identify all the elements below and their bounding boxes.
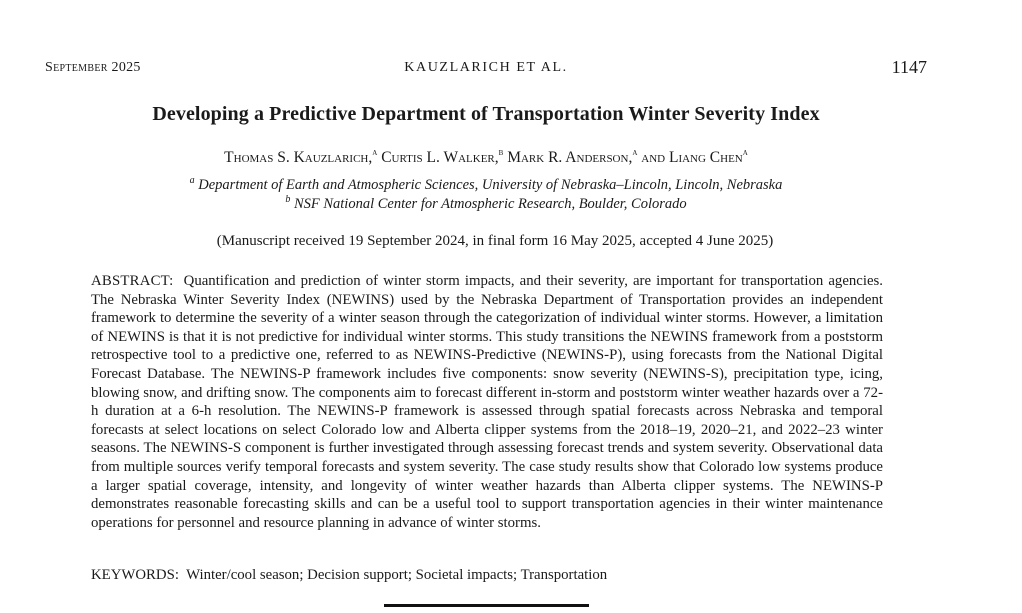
author-name: Mark R. Anderson,: [507, 149, 633, 166]
running-head-authors: KAUZLARICH ET AL.: [404, 60, 568, 75]
author-affil-marker: a: [632, 147, 638, 158]
affiliation-text: Department of Earth and Atmospheric Sciences, University of Nebraska–Lincoln, Lincoln, Nebraska: [198, 177, 783, 193]
manuscript-dates: (Manuscript received 19 September 2024, in final form 16 May 2025, accepted 4 June 2025): [216, 233, 774, 249]
keywords-text: Winter/cool season; Decision support; Societal impacts; Transportation: [186, 567, 608, 583]
keywords: [91, 567, 883, 584]
affiliation-a: [0, 177, 972, 194]
affiliation-b: [0, 196, 972, 213]
author-name: Curtis L. Walker,: [381, 149, 499, 166]
affiliation-marker: b: [285, 194, 291, 205]
affiliation-marker: a: [189, 175, 195, 186]
author-name: Thomas S. Kauzlarich,: [224, 149, 373, 166]
abstract-label: ABSTRACT:: [91, 273, 174, 289]
running-head-date: September 2025: [45, 60, 141, 75]
author-affil-marker: a: [742, 147, 748, 158]
page-number: 1147: [891, 57, 927, 77]
keywords-label: KEYWORDS:: [91, 567, 179, 583]
abstract-text: Quantification and prediction of winter storm impacts, and their severity, are important for transportation agencies. The Nebraska Winter Severity Index (NEWINS) used by the Nebraska Department of Transportation provides an independent framework to determine the severity of a winter season through the categorization of individual winter storms. However, a limitation of NEWINS is that it is not predictive for individual winter storms. This study transitions the NEWINS framework from a poststorm retrospective tool to a predictive one, referred to as NEWINS-Predictive (NEWINS-P), using forecasts from the National Digital Forecast Database. The NEWINS-P framework includes five components: snow severity (NEWINS-S), precipitation type, icing, blowing snow, and drifting snow. The components aim to forecast different in-storm and poststorm winter weather hazards over a 72-h duration at a 6-h resolution. The NEWINS-P framework is assessed through spatial forecasts across Nebraska and temporal forecasts at select locations on select Colorado low and Alberta clipper systems from the 2018–19, 2020–21, and 2022–23 winter seasons. The NEWINS-S component is further investigated through assessing forecast trends and system severity. Observational data from multiple sources verify temporal forecasts and system severity. The case study results show that Colorado low systems produce a larger spatial coverage, intensity, and longevity of winter weather hazards than Alberta clipper systems. The NEWINS-P demonstrates reasonable forecasting skills and can be a useful tool to support transportation agencies in their winter maintenance operations for personnel and resource planning in advance of winter storms.: [91, 273, 884, 531]
author-affil-marker: b: [498, 147, 504, 158]
author-list: [0, 149, 972, 167]
paper-title: Developing a Predictive Department of Transportation Winter Severity Index: [152, 103, 820, 125]
running-head: [45, 58, 927, 80]
abstract: [91, 272, 883, 532]
affiliation-text: NSF National Center for Atmospheric Research, Boulder, Colorado: [293, 196, 687, 212]
section-divider-rule: [384, 604, 589, 607]
author-name: and Liang Chen: [641, 149, 743, 166]
author-affil-marker: a: [372, 147, 378, 158]
